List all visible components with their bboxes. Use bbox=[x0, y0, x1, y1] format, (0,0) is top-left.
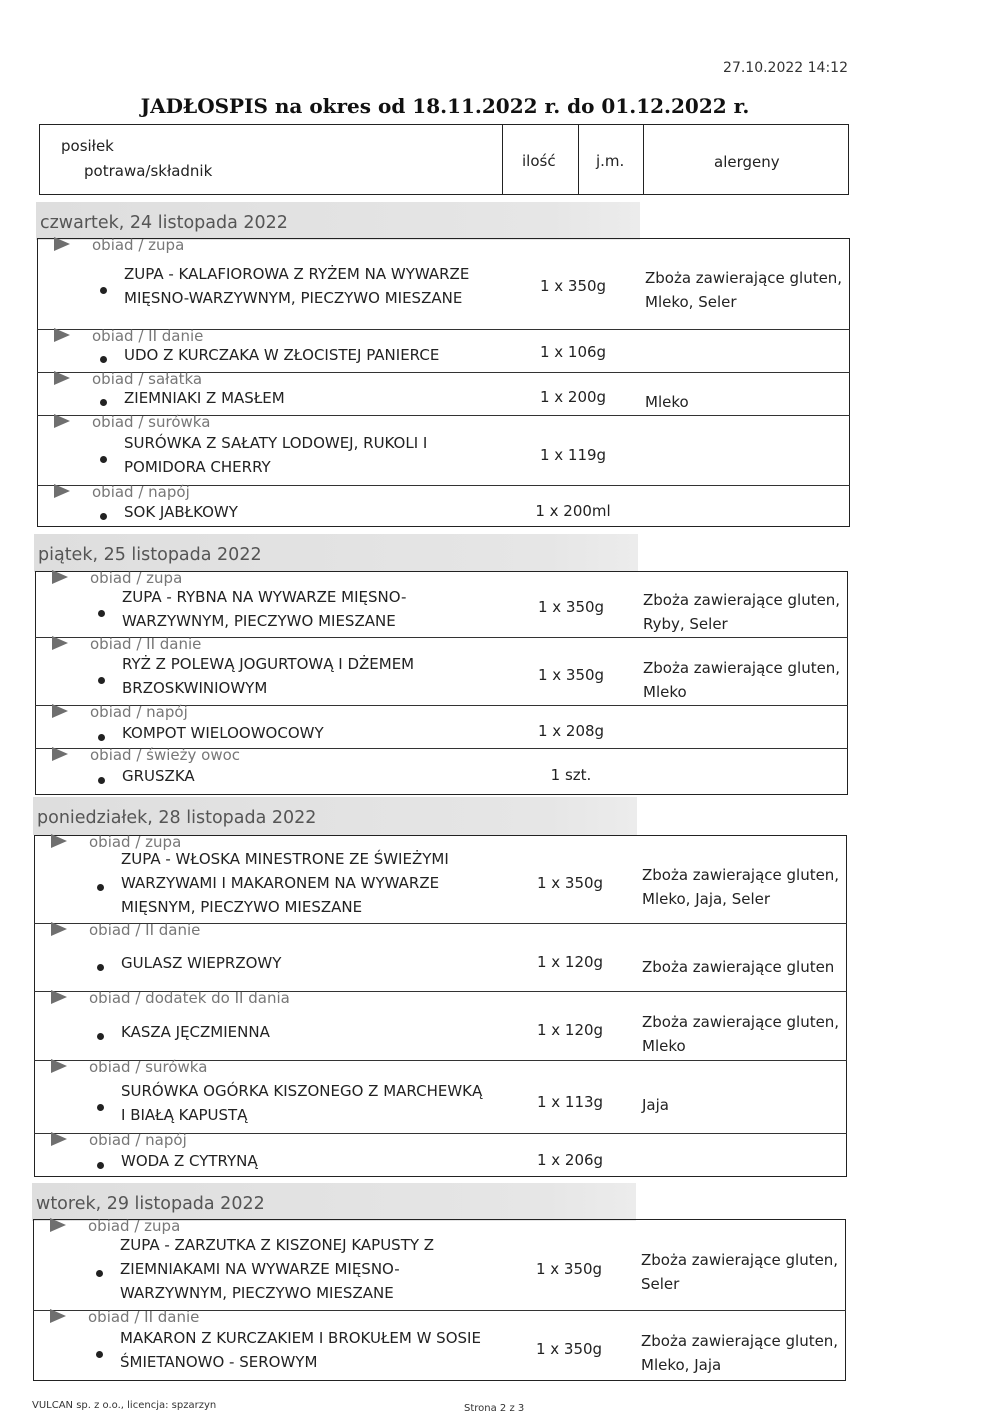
arrow-icon bbox=[52, 570, 68, 584]
arrow-icon bbox=[52, 704, 68, 718]
arrow-icon bbox=[54, 328, 70, 342]
arrow-icon bbox=[51, 834, 67, 848]
arrow-icon bbox=[52, 747, 68, 761]
meal-category: obiad / świeży owoc bbox=[90, 746, 241, 764]
dish-quantity: 1 x 350g bbox=[537, 598, 605, 616]
meal-category: obiad / dodatek do II dania bbox=[89, 989, 290, 1007]
dish-quantity: 1 x 200ml bbox=[535, 502, 611, 520]
bullet-icon bbox=[98, 610, 105, 617]
dish-name: MAKARON Z KURCZAKIEM I BROKUŁEM W SOSIE ŚMIETANOWO - SEROWYM bbox=[120, 1329, 481, 1371]
header-meal: posiłek bbox=[61, 137, 114, 155]
arrow-icon bbox=[51, 1132, 67, 1146]
dish-quantity: 1 x 119g bbox=[539, 446, 607, 464]
header-divider bbox=[502, 125, 503, 194]
arrow-icon bbox=[51, 922, 67, 936]
dish-name: KASZA JĘCZMIENNA bbox=[121, 1023, 270, 1041]
dish-allergens: Zboża zawierające gluten, Mleko, Jaja, Seler bbox=[642, 866, 840, 908]
dish-name: ZUPA - ZARZUTKA Z KISZONEJ KAPUSTY Z ZIEMNIAKAMI NA WYWARZE MIĘSNO- WARZYWNYM, PIECZYWO MIESZANE bbox=[120, 1236, 435, 1302]
dish-quantity: 1 x 350g bbox=[537, 666, 605, 684]
dish-quantity: 1 x 120g bbox=[536, 953, 604, 971]
meal-category: obiad / zupa bbox=[92, 236, 185, 254]
dish-allergens: Zboża zawierające gluten bbox=[642, 958, 835, 976]
meal-category: obiad / surówka bbox=[89, 1058, 208, 1076]
print-timestamp: 27.10.2022 14:12 bbox=[723, 60, 848, 76]
dish-name: ZUPA - WŁOSKA MINESTRONE ZE ŚWIEŻYMI WARZYWAMI I MAKARONEM NA WYWARZE MIĘSNYM, PIECZYWO MIESZANE bbox=[121, 850, 449, 916]
bullet-icon bbox=[97, 964, 104, 971]
bullet-icon bbox=[100, 456, 107, 463]
day-header bbox=[34, 534, 638, 572]
meal-category: obiad / zupa bbox=[90, 569, 183, 587]
dish-name: ZUPA - KALAFIOROWA Z RYŻEM NA WYWARZE MIĘSNO-WARZYWNYM, PIECZYWO MIESZANE bbox=[124, 265, 470, 307]
dish-quantity: 1 szt. bbox=[550, 766, 592, 784]
page-title: JADŁOSPIS na okres od 18.11.2022 r. do 01.12.2022 r. bbox=[140, 94, 750, 118]
dish-allergens: Jaja bbox=[642, 1096, 669, 1114]
table-header bbox=[39, 124, 849, 195]
dish-name: RYŻ Z POLEWĄ JOGURTOWĄ I DŻEMEM BRZOSKWINIOWYM bbox=[122, 655, 415, 697]
dish-name: SURÓWKA OGÓRKA KISZONEGO Z MARCHEWKĄ I BIAŁĄ KAPUSTĄ bbox=[121, 1082, 483, 1124]
header-allergens: alergeny bbox=[714, 153, 780, 171]
arrow-icon bbox=[54, 237, 70, 251]
bullet-icon bbox=[100, 513, 107, 520]
dish-quantity: 1 x 206g bbox=[536, 1151, 604, 1169]
arrow-icon bbox=[54, 484, 70, 498]
arrow-icon bbox=[50, 1309, 66, 1323]
footer-company: VULCAN sp. z o.o., licencja: spzarzyn bbox=[32, 1400, 217, 1411]
arrow-icon bbox=[51, 1059, 67, 1073]
dish-quantity: 1 x 113g bbox=[536, 1093, 604, 1111]
meal-category: obiad / napój bbox=[90, 703, 188, 721]
header-unit: j.m. bbox=[596, 152, 625, 170]
bullet-icon bbox=[98, 677, 105, 684]
bullet-icon bbox=[96, 1351, 103, 1358]
day-header bbox=[33, 797, 637, 835]
dish-quantity: 1 x 350g bbox=[536, 874, 604, 892]
dish-name: ZUPA - RYBNA NA WYWARZE MIĘSNO- WARZYWNYM, PIECZYWO MIESZANE bbox=[122, 588, 407, 630]
meal-category: obiad / zupa bbox=[88, 1217, 181, 1235]
dish-name: UDO Z KURCZAKA W ZŁOCISTEJ PANIERCE bbox=[124, 346, 440, 364]
day-label: wtorek, 29 listopada 2022 bbox=[36, 1194, 265, 1214]
footer-page: Strona 2 z 3 bbox=[464, 1403, 525, 1414]
day-header bbox=[36, 202, 640, 240]
meal-category: obiad / II danie bbox=[88, 1308, 200, 1326]
dish-quantity: 1 x 350g bbox=[539, 277, 607, 295]
dish-allergens: Zboża zawierające gluten, Mleko bbox=[642, 1013, 840, 1055]
meal-category: obiad / II danie bbox=[92, 327, 204, 345]
header-divider bbox=[578, 125, 579, 194]
meal-category: obiad / II danie bbox=[89, 921, 201, 939]
meal-category: obiad / napój bbox=[89, 1131, 187, 1149]
meal-category: obiad / II danie bbox=[90, 635, 202, 653]
dish-name: KOMPOT WIELOOWOCOWY bbox=[122, 724, 324, 742]
meal-category: obiad / zupa bbox=[89, 833, 182, 851]
dish-quantity: 1 x 208g bbox=[537, 722, 605, 740]
dish-quantity: 1 x 200g bbox=[539, 388, 607, 406]
dish-name: GULASZ WIEPRZOWY bbox=[121, 954, 282, 972]
dish-name: GRUSZKA bbox=[122, 767, 195, 785]
arrow-icon bbox=[54, 414, 70, 428]
dish-quantity: 1 x 350g bbox=[535, 1340, 603, 1358]
day-label: poniedziałek, 28 listopada 2022 bbox=[37, 808, 317, 828]
day-label: czwartek, 24 listopada 2022 bbox=[40, 213, 288, 233]
header-dish: potrawa/składnik bbox=[84, 162, 213, 180]
bullet-icon bbox=[96, 1270, 103, 1277]
arrow-icon bbox=[54, 371, 70, 385]
arrow-icon bbox=[52, 636, 68, 650]
dish-allergens: Zboża zawierające gluten, Ryby, Seler bbox=[643, 591, 841, 633]
bullet-icon bbox=[97, 1033, 104, 1040]
day-label: piątek, 25 listopada 2022 bbox=[38, 545, 262, 565]
header-qty: ilość bbox=[522, 152, 556, 170]
bullet-icon bbox=[97, 1162, 104, 1169]
dish-name: ZIEMNIAKI Z MASŁEM bbox=[124, 389, 285, 407]
bullet-icon bbox=[98, 734, 105, 741]
dish-allergens: Zboża zawierające gluten, Mleko bbox=[643, 659, 841, 701]
dish-name: WODA Z CYTRYNĄ bbox=[121, 1152, 258, 1170]
meal-category: obiad / napój bbox=[92, 483, 190, 501]
bullet-icon bbox=[97, 884, 104, 891]
meal-category: obiad / sałatka bbox=[92, 370, 203, 388]
bullet-icon bbox=[100, 287, 107, 294]
dish-allergens: Zboża zawierające gluten, Mleko, Jaja bbox=[641, 1332, 839, 1374]
dish-quantity: 1 x 120g bbox=[536, 1021, 604, 1039]
bullet-icon bbox=[100, 356, 107, 363]
dish-name: SURÓWKA Z SAŁATY LODOWEJ, RUKOLI I POMIDORA CHERRY bbox=[124, 434, 428, 476]
dish-quantity: 1 x 350g bbox=[535, 1260, 603, 1278]
bullet-icon bbox=[97, 1104, 104, 1111]
dish-name: SOK JABŁKOWY bbox=[124, 503, 238, 521]
dish-quantity: 1 x 106g bbox=[539, 343, 607, 361]
bullet-icon bbox=[100, 399, 107, 406]
dish-allergens: Mleko bbox=[645, 393, 689, 411]
dish-allergens: Zboża zawierające gluten, Seler bbox=[641, 1251, 839, 1293]
meal-category: obiad / surówka bbox=[92, 413, 211, 431]
arrow-icon bbox=[51, 990, 67, 1004]
header-divider bbox=[643, 125, 644, 194]
day-header bbox=[32, 1183, 636, 1221]
dish-allergens: Zboża zawierające gluten, Mleko, Seler bbox=[645, 269, 843, 311]
bullet-icon bbox=[98, 777, 105, 784]
arrow-icon bbox=[50, 1218, 66, 1232]
